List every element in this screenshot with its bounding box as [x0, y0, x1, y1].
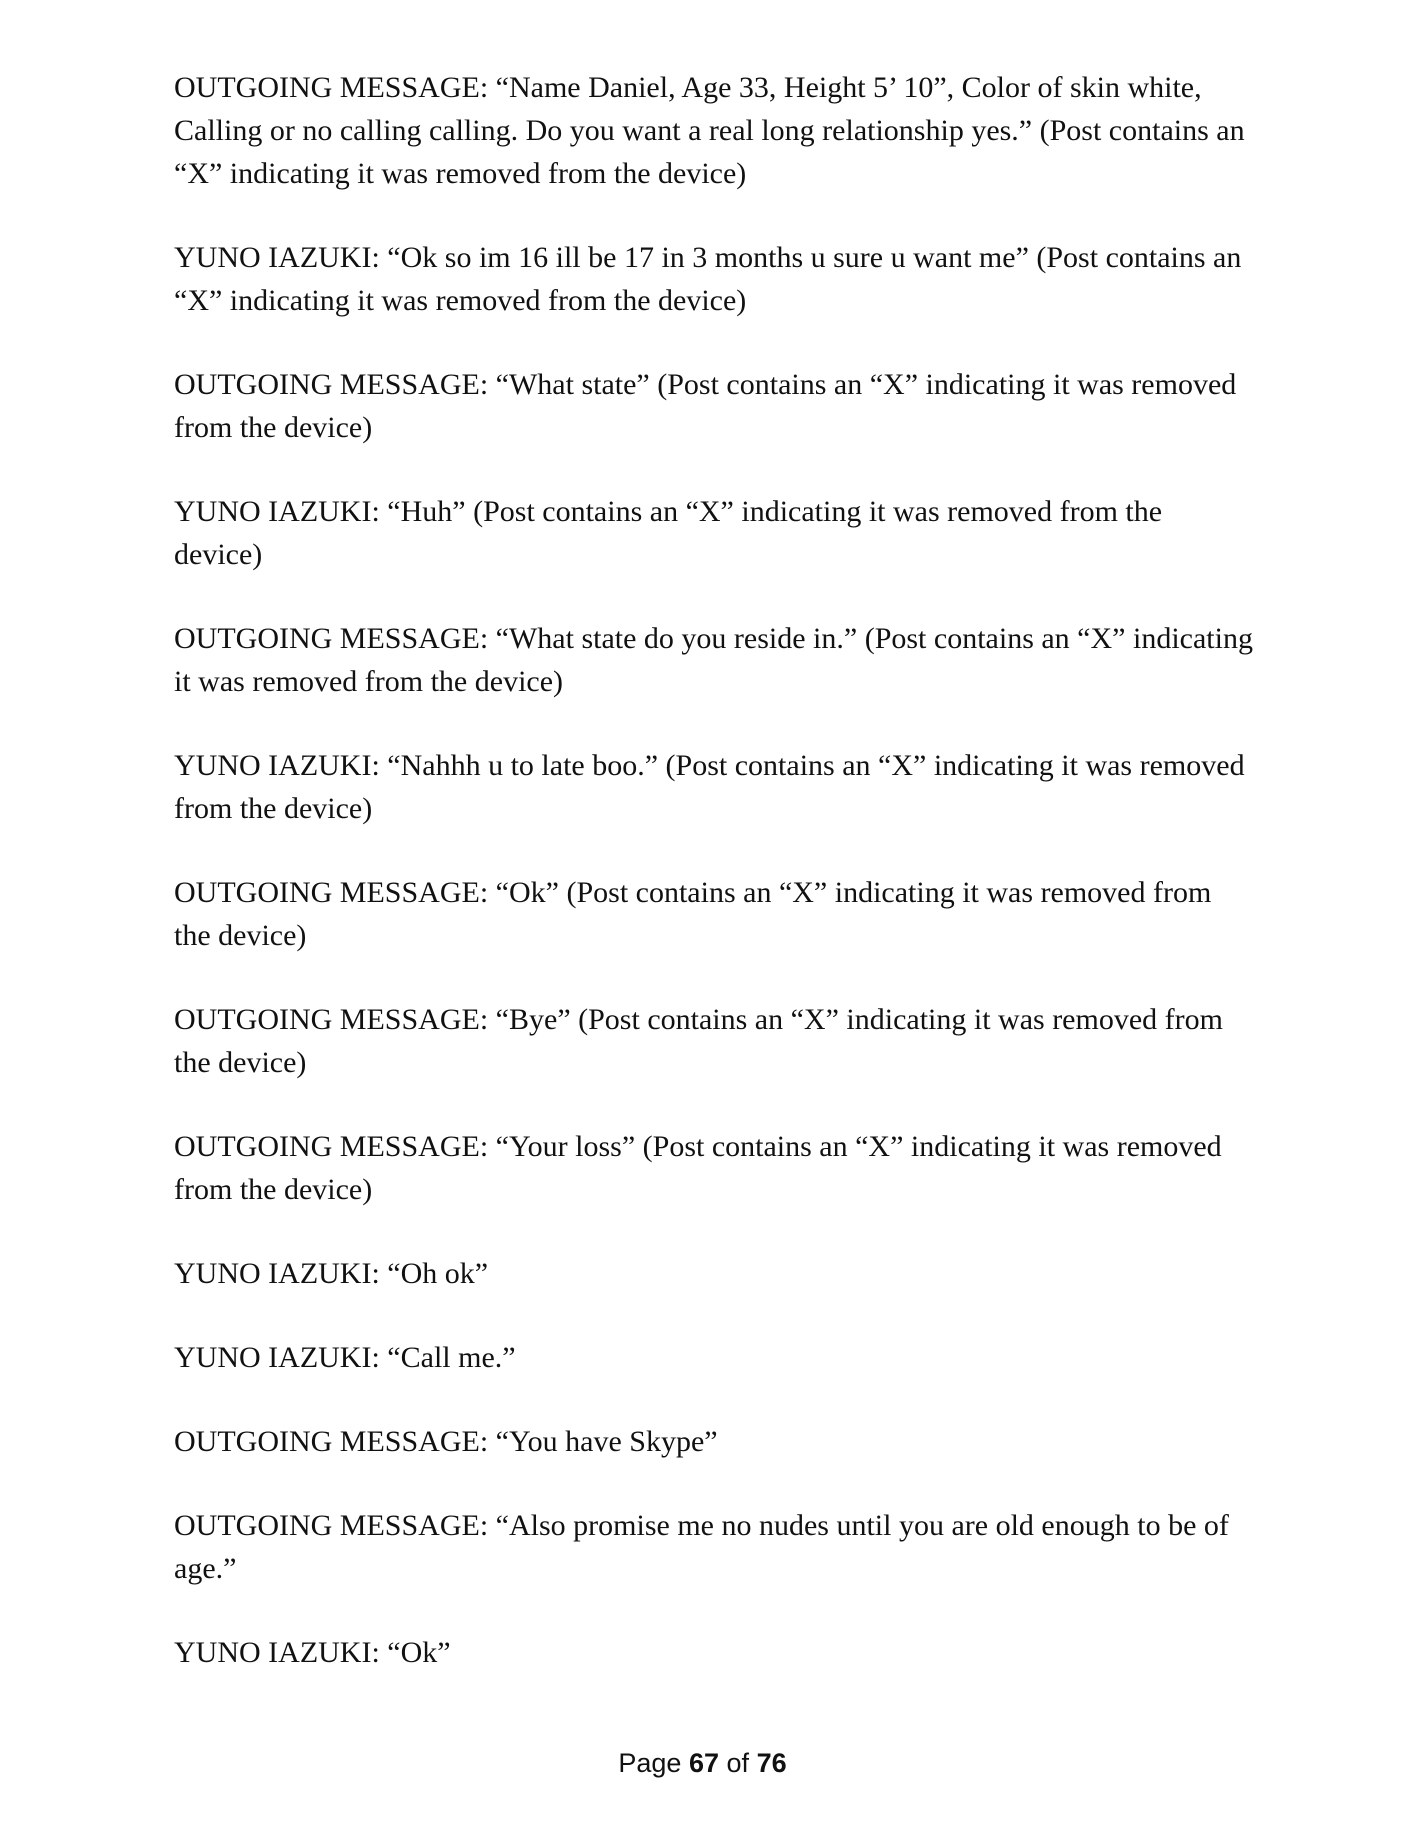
- speaker-label: OUTGOING MESSAGE:: [174, 1509, 489, 1542]
- message-text: “Ok”: [387, 1636, 451, 1669]
- speaker-label: OUTGOING MESSAGE:: [174, 1003, 489, 1036]
- transcript-entry: [174, 1504, 1254, 1590]
- transcript-entry: [174, 236, 1254, 322]
- message-text: “Ok” (Post contains an “X” indicating it was removed from the device): [174, 876, 1212, 952]
- message-text: “Ok so im 16 ill be 17 in 3 months u sure u want me” (Post contains an “X” indicating it was removed from the device): [174, 241, 1242, 317]
- transcript-entry: [174, 744, 1254, 830]
- page-footer: [0, 1746, 1405, 1780]
- speaker-label: YUNO IAZUKI:: [174, 749, 380, 782]
- message-text: “Nahhh u to late boo.” (Post contains an “X” indicating it was removed from the device): [174, 749, 1245, 825]
- speaker-label: YUNO IAZUKI:: [174, 241, 380, 274]
- speaker-label: OUTGOING MESSAGE:: [174, 622, 489, 655]
- transcript-entry: [174, 490, 1254, 576]
- speaker-label: OUTGOING MESSAGE:: [174, 1425, 489, 1458]
- message-text: “Also promise me no nudes until you are old enough to be of age.”: [174, 1509, 1229, 1585]
- speaker-label: YUNO IAZUKI:: [174, 495, 380, 528]
- total-pages: 76: [756, 1748, 787, 1778]
- page-word: Page: [618, 1748, 682, 1778]
- speaker-label: OUTGOING MESSAGE:: [174, 71, 489, 104]
- message-text: “Name Daniel, Age 33, Height 5’ 10”, Color of skin white, Calling or no calling calling. Do you want a real long relationship yes.” (Post contains an “X” indicating it was removed from the device): [174, 71, 1245, 190]
- transcript-entry: [174, 1125, 1254, 1211]
- speaker-label: OUTGOING MESSAGE:: [174, 1130, 489, 1163]
- message-text: “Your loss” (Post contains an “X” indicating it was removed from the device): [174, 1130, 1222, 1206]
- transcript-entry: [174, 998, 1254, 1084]
- transcript-entry: [174, 363, 1254, 449]
- transcript-entry: [174, 1420, 1254, 1463]
- speaker-label: OUTGOING MESSAGE:: [174, 368, 489, 401]
- transcript-entry: [174, 871, 1254, 957]
- transcript-entry: [174, 1631, 1254, 1674]
- speaker-label: YUNO IAZUKI:: [174, 1341, 380, 1374]
- of-word: of: [726, 1748, 750, 1778]
- message-text: “Huh” (Post contains an “X” indicating it was removed from the device): [174, 495, 1163, 571]
- message-text: “Call me.”: [387, 1341, 516, 1374]
- message-text: “What state” (Post contains an “X” indicating it was removed from the device): [174, 368, 1237, 444]
- message-text: “Bye” (Post contains an “X” indicating it was removed from the device): [174, 1003, 1223, 1079]
- transcript-entry: [174, 617, 1254, 703]
- transcript-entry: [174, 66, 1254, 195]
- transcript-entry: [174, 1336, 1254, 1379]
- message-text: “You have Skype”: [495, 1425, 718, 1458]
- page-number: 67: [688, 1748, 719, 1778]
- message-text: “Oh ok”: [387, 1257, 489, 1290]
- speaker-label: YUNO IAZUKI:: [174, 1636, 380, 1669]
- message-text: “What state do you reside in.” (Post contains an “X” indicating it was removed from the device): [174, 622, 1253, 698]
- transcript-body: [174, 66, 1254, 1674]
- transcript-entry: [174, 1252, 1254, 1295]
- speaker-label: OUTGOING MESSAGE:: [174, 876, 489, 909]
- speaker-label: YUNO IAZUKI:: [174, 1257, 380, 1290]
